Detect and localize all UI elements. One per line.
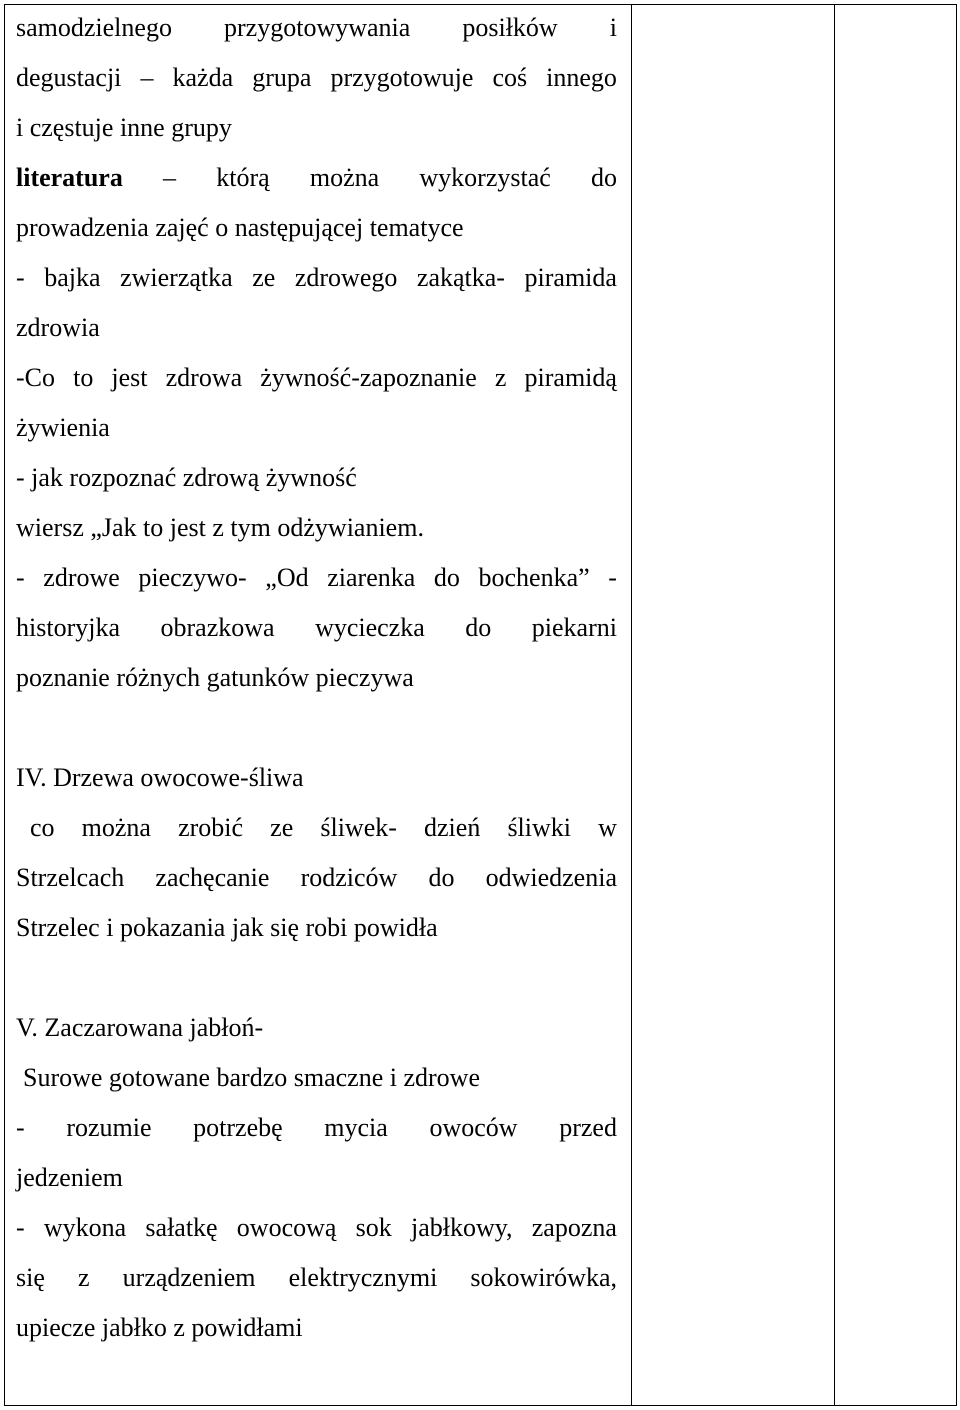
word: sokowirówka, (470, 1263, 617, 1292)
text-line: Strzelec i pokazania jak się robi powidła (16, 913, 438, 942)
text-line (16, 808, 617, 848)
word: którą (216, 163, 270, 192)
word: można (309, 163, 380, 192)
text-line: i częstuje inne grupy (16, 113, 232, 142)
word: piramida (524, 263, 617, 292)
word: -Co (16, 363, 55, 392)
word: jabłkowy, (410, 1213, 513, 1242)
word: co (30, 813, 55, 842)
word: innego (546, 63, 617, 92)
text-line (16, 58, 617, 98)
word: „Od (265, 563, 309, 592)
word: jest (111, 363, 148, 392)
text-line (16, 1208, 617, 1248)
bold-word: literatura (16, 163, 123, 192)
word: w (598, 813, 617, 842)
section-heading: IV. Drzewa owocowe-śliwa (16, 763, 304, 792)
word: obrazkowa (160, 613, 275, 642)
text-line (16, 8, 617, 48)
word: odwiedzenia (485, 863, 617, 892)
word: ze (252, 263, 276, 292)
word: - (16, 1213, 25, 1242)
word: grupa (252, 63, 312, 92)
word: ziarenka (327, 563, 416, 592)
word: zdrowa (165, 363, 243, 392)
text-line (16, 858, 617, 898)
word: sałatkę (145, 1213, 218, 1242)
word: mycia (324, 1113, 388, 1142)
word: - (16, 263, 25, 292)
word: pieczywo- (138, 563, 247, 592)
word: przed (559, 1113, 617, 1142)
word: - (608, 563, 617, 592)
word: potrzebę (193, 1113, 283, 1142)
word: żywność-zapoznanie (260, 363, 477, 392)
word: wycieczka (315, 613, 425, 642)
text-line (16, 1258, 617, 1298)
text-line: jedzeniem (16, 1163, 123, 1192)
word: historyjka (16, 613, 120, 642)
text-line (16, 358, 617, 398)
word: coś (492, 63, 528, 92)
word: urządzeniem (122, 1263, 256, 1292)
text-line (16, 158, 617, 198)
word: się (16, 1263, 45, 1292)
word: – (140, 63, 154, 92)
word: i (609, 13, 617, 42)
word: owoców (429, 1113, 518, 1142)
word: przygotowywania (224, 13, 411, 42)
section-heading: V. Zaczarowana jabłoń- (16, 1013, 264, 1042)
word: do (465, 613, 492, 642)
word: śliwki (507, 813, 572, 842)
word: dzień (424, 813, 481, 842)
word: z (78, 1263, 90, 1292)
word: zachęcanie (155, 863, 270, 892)
word: to (73, 363, 94, 392)
word: zrobić (178, 813, 244, 842)
text-line (16, 608, 617, 648)
word: z (494, 363, 507, 392)
word: rozumie (66, 1113, 152, 1142)
word: przygotowuje (330, 63, 474, 92)
word: - (16, 1113, 25, 1142)
text-line: żywienia (16, 413, 110, 442)
word: bajka (44, 263, 101, 292)
word: zdrowe (43, 563, 120, 592)
empty-cell (835, 5, 958, 1405)
word: piekarni (531, 613, 617, 642)
text-line: Surowe gotowane bardzo smaczne i zdrowe (23, 1063, 480, 1092)
word: elektrycznymi (288, 1263, 438, 1292)
table (4, 4, 957, 1406)
text-line: prowadzenia zajęć o następującej tematyce (16, 213, 464, 242)
word: piramidą (524, 363, 617, 392)
word: do (591, 163, 617, 192)
word: zakątka- (416, 263, 505, 292)
word: wykorzystać (419, 163, 551, 192)
word: - (16, 563, 25, 592)
word: sok (355, 1213, 392, 1242)
word: każda (172, 63, 234, 92)
word: zapozna (531, 1213, 617, 1242)
word: wykona (43, 1213, 127, 1242)
text-line: poznanie różnych gatunków pieczywa (16, 663, 414, 692)
text-line: wiersz „Jak to jest z tym odżywianiem. (16, 513, 424, 542)
word: do (433, 563, 460, 592)
text-line (16, 558, 617, 598)
word: zwierzątka (120, 263, 233, 292)
text-line (16, 1108, 617, 1148)
text-line (16, 258, 617, 298)
word: owocową (236, 1213, 337, 1242)
word: posiłków (462, 13, 558, 42)
word: Strzelcach (16, 863, 125, 892)
word: można (81, 813, 151, 842)
text-line: upiecze jabłko z powidłami (16, 1313, 303, 1342)
word: – (163, 163, 177, 192)
word: rodziców (300, 863, 398, 892)
word: degustacji (16, 63, 122, 92)
word: ze (270, 813, 294, 842)
word: zdrowego (294, 263, 398, 292)
empty-cell (632, 5, 834, 1405)
text-line: - jak rozpoznać zdrową żywność (16, 463, 357, 492)
word: bochenka” (478, 563, 590, 592)
word: śliwek- (320, 813, 397, 842)
word: samodzielnego (16, 13, 172, 42)
text-line: zdrowia (16, 313, 100, 342)
word: do (428, 863, 455, 892)
